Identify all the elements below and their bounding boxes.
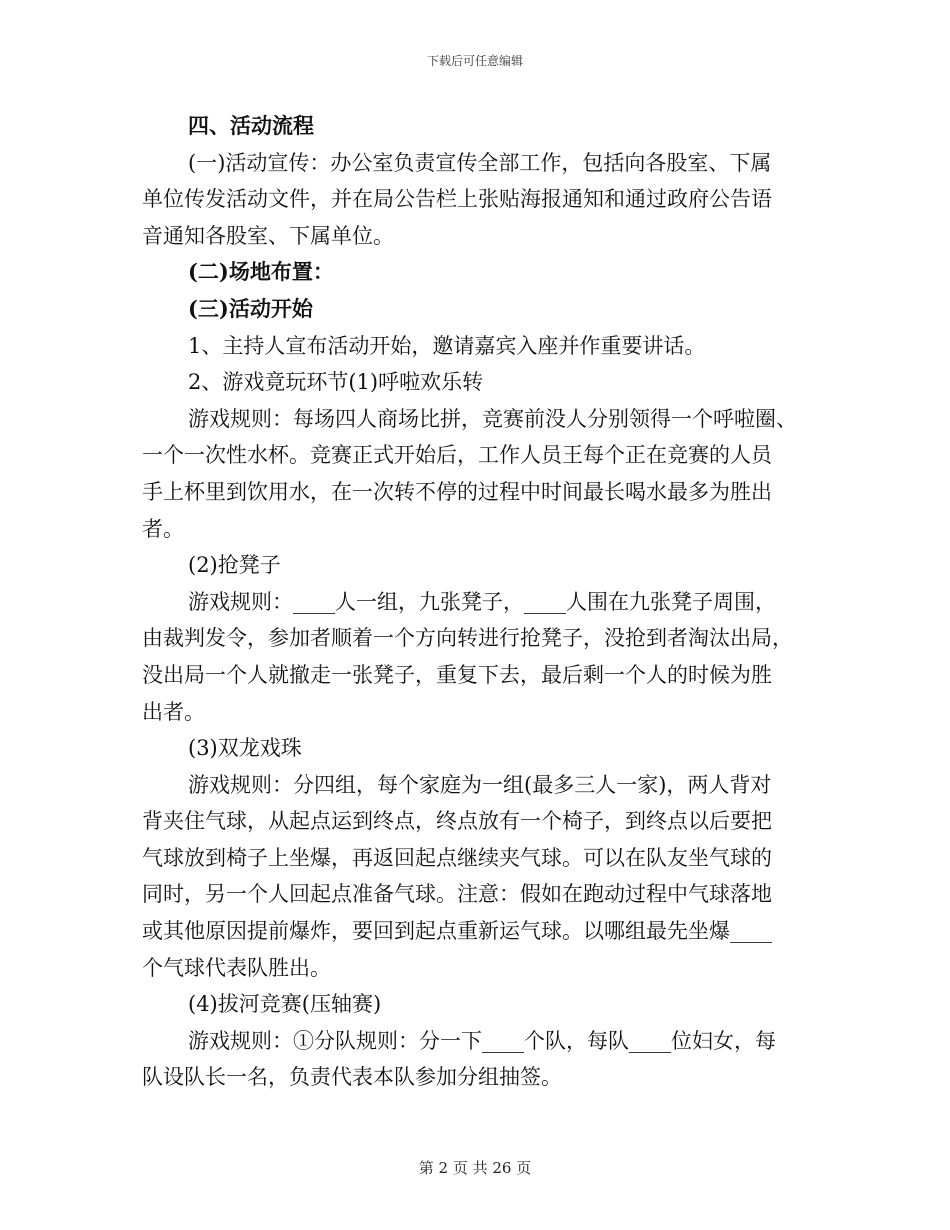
paragraph-line: 没出局一个人就撤走一张凳子，重复下去，最后剩一个人的时候为胜	[142, 662, 772, 687]
paragraph-line: 单位传发活动文件，并在局公告栏上张贴海报通知和通过政府公告语	[142, 187, 772, 212]
game-title: (2)抢凳子	[188, 553, 281, 578]
game-title: (4)拔河竞赛(压轴赛)	[188, 992, 382, 1017]
paragraph-line: 游戏规则：____人一组，九张凳子，____人围在九张凳子周围，	[188, 589, 776, 614]
paragraph-line: 个气球代表队胜出。	[142, 955, 331, 980]
paragraph-line: 音通知各股室、下属单位。	[142, 223, 394, 248]
paragraph-line: 气球放到椅子上坐爆，再返回起点继续夹气球。可以在队友坐气球的	[142, 845, 772, 870]
paragraph-line: 者。	[142, 516, 184, 541]
paragraph-line: 背夹住气球，从起点运到终点，终点放有一个椅子，到终点以后要把	[142, 809, 772, 834]
paragraph-line: 1、主持人宣布活动开始，邀请嘉宾入座并作重要讲话。	[188, 333, 706, 358]
subsection-heading: (二)场地布置：	[188, 259, 334, 285]
document-body	[142, 108, 814, 1096]
paragraph-line: 手上杯里到饮用水，在一次转不停的过程中时间最长喝水最多为胜出	[142, 479, 772, 504]
paragraph-line: 2、游戏竟玩环节(1)呼啦欢乐转	[188, 370, 484, 395]
paragraph-line: 队设队长一名，负责代表本队参加分组抽签。	[142, 1065, 562, 1090]
paragraph-line: 游戏规则：每场四人商场比拼，竞赛前没人分别领得一个呼啦圈、	[188, 406, 797, 431]
subsection-heading: (三)活动开始	[188, 295, 313, 321]
paragraph-line: 一个一次性水杯。竞赛正式开始后，工作人员王每个正在竞赛的人员	[142, 443, 772, 468]
page-header: 下载后可任意编辑	[426, 54, 523, 68]
paragraph-line: 或其他原因提前爆炸，要回到起点重新运气球。以哪组最先坐爆____	[142, 919, 772, 944]
section-heading: 四、活动流程	[188, 113, 314, 138]
paragraph-line: 游戏规则：分四组，每个家庭为一组(最多三人一家)，两人背对	[188, 772, 772, 797]
page-number: 第 2 页 共 26 页	[418, 1159, 532, 1177]
game-title: (3)双龙戏珠	[188, 736, 302, 761]
paragraph-line: 同时，另一个人回起点准备气球。注意：假如在跑动过程中气球落地	[142, 882, 772, 907]
paragraph-line: (一)活动宣传：办公室负责宣传全部工作，包括向各股室、下属	[188, 150, 772, 175]
paragraph-line: 出者。	[142, 699, 205, 724]
paragraph-line: 由裁判发令，参加者顺着一个方向转进行抢凳子，没抢到者淘汰出局，	[142, 626, 793, 651]
paragraph-line: 游戏规则：①分队规则：分一下____个队，每队____位妇女，每	[188, 1028, 776, 1053]
